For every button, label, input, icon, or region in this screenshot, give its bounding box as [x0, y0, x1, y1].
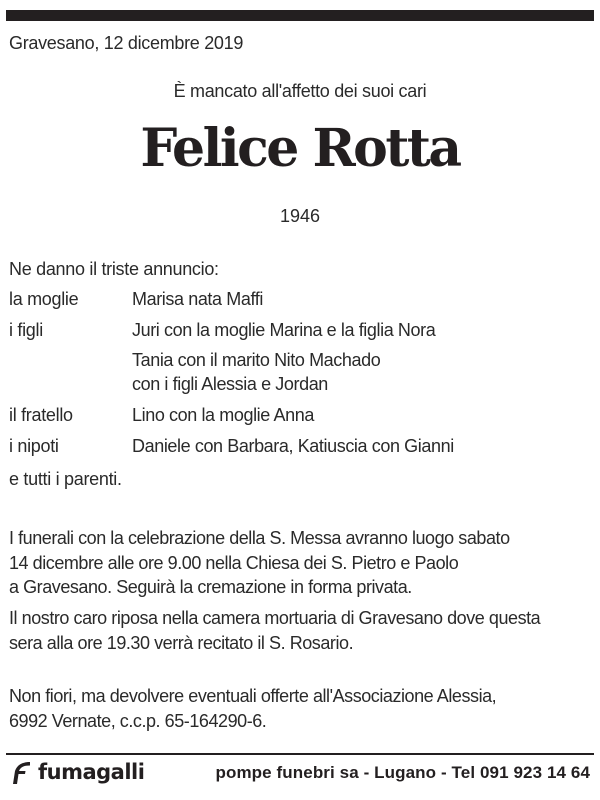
funeral-line: I funerali con la celebrazione della S. Messa avranno luogo sabato — [9, 528, 510, 548]
rest-line: Il nostro caro riposa nella camera mortuaria di Gravesano dove questa — [9, 608, 541, 628]
funeral-line: 14 dicembre alle ore 9.00 nella Chiesa dei S. Pietro e Paolo — [9, 552, 459, 573]
place-date: Gravesano, 12 dicembre 2019 — [9, 33, 244, 53]
family-label-brother: il fratello — [9, 405, 73, 425]
rest-paragraph — [9, 606, 599, 655]
relatives-line: e tutti i parenti. — [9, 469, 122, 489]
company-logo-text: fumagalli — [38, 760, 145, 784]
birth-year: 1946 — [279, 206, 321, 226]
announcement-intro: Ne danno il triste annuncio: — [9, 259, 219, 279]
family-label-children: i figli — [9, 320, 43, 340]
family-member-line: Daniele con Barbara, Katiuscia con Gianni — [132, 436, 454, 456]
family-label-wife: la moglie — [9, 289, 79, 309]
donations-paragraph — [9, 684, 599, 733]
family-member-line: Juri con la moglie Marina e la figlia Nora — [132, 320, 436, 340]
family-member-line: con i figli Alessia e Jordan — [132, 374, 328, 394]
donations-line: 6992 Vernate, c.c.p. 65-164290-6. — [9, 710, 267, 731]
family-label-grandchildren: i nipoti — [9, 436, 59, 456]
top-border-bar — [6, 10, 594, 21]
flame-f-icon — [10, 761, 32, 785]
footer-divider — [6, 753, 594, 755]
footer — [8, 760, 594, 788]
intro-line: È mancato all'affetto dei suoi cari — [173, 81, 427, 101]
deceased-name: Felice Rotta — [140, 118, 460, 179]
family-member-line: Marisa nata Maffi — [132, 289, 263, 309]
funeral-line: a Gravesano. Seguirà la cremazione in forma privata. — [9, 577, 412, 597]
family-member-line: Lino con la moglie Anna — [132, 405, 314, 425]
rest-line: sera alla ore 19.30 verrà recitato il S. Rosario. — [9, 632, 354, 653]
family-member-line: Tania con il marito Nito Machado — [132, 350, 381, 370]
funeral-paragraph — [9, 526, 599, 600]
donations-line: Non fiori, ma devolvere eventuali offerte all'Associazione Alessia, — [9, 686, 497, 706]
company-contact-info: pompe funebri sa - Lugano - Tel 091 923 14 64 — [215, 763, 590, 782]
